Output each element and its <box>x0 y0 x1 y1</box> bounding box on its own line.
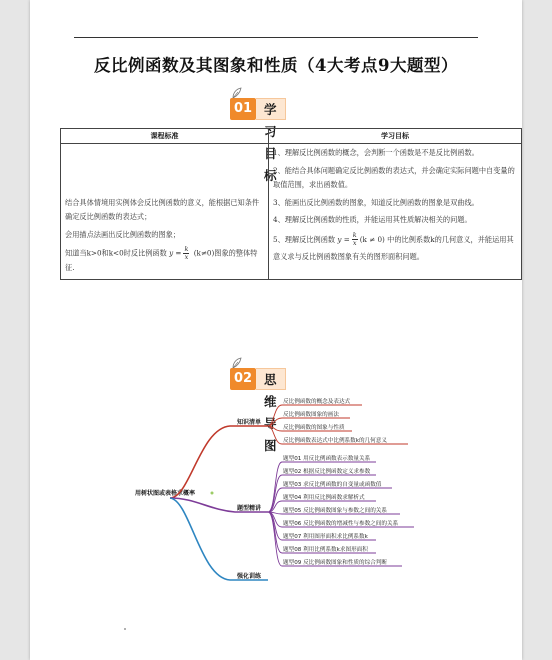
section-label: 学习目标 <box>256 98 286 120</box>
root-dot <box>211 492 214 495</box>
objective-1: 1、理解反比例函数的概念，会判断一个函数是不是反比例函数。 <box>273 148 479 157</box>
question-type-2: 题型02 根据反比例函数定义求参数 <box>283 469 371 475</box>
section-label: 思维导图 <box>256 368 286 390</box>
branch-question-types: 题型精讲 <box>237 505 262 512</box>
knowledge-item-3: 反比例函数的图象与性质 <box>283 425 345 431</box>
standards-cell <box>61 144 269 280</box>
objective-2: 2、能结合具体问题确定反比例函数的表达式，并会确定实际问题中自变量的取值范围，求出函数值。 <box>273 165 515 189</box>
knowledge-item-2: 反比例函数图象的画法 <box>283 412 339 418</box>
branch-knowledge: 知识清单 <box>237 419 262 426</box>
question-type-1: 题型01 用反比例函数表示数量关系 <box>283 456 371 462</box>
question-type-4: 题型04 利用反比例函数求解析式 <box>283 495 365 501</box>
objective-4: 4、理解反比例函数的性质，并能运用其性质解决相关的问题。 <box>273 215 472 224</box>
question-type-3: 题型03 求反比例函数的自变量或函数值 <box>283 482 382 488</box>
question-type-8: 题型08 利用比例系数k求图形面积 <box>283 547 368 553</box>
mindmap-root: 用树状图或表格求概率 <box>135 490 196 497</box>
header-objectives: 学习目标 <box>269 129 522 144</box>
section-number: 01 <box>230 98 256 120</box>
header-standards: 课程标准 <box>61 129 269 144</box>
fraction-k-over-x: $\frac{k}{x}$ <box>184 245 189 261</box>
question-type-9: 题型09 反比例函数图象和性质的综合判断 <box>283 560 387 566</box>
header-rule <box>74 37 478 38</box>
knowledge-item-4: 反比例函数表达式中比例系数k的几何意义 <box>283 438 387 444</box>
question-type-7: 题型07 利用图形面积求比例系数k <box>283 534 368 540</box>
objective-3: 3、能画出反比例函数的图象，知道反比例函数的图象是双曲线。 <box>273 197 479 207</box>
fraction-k-over-x: $\frac{k}{x}$ <box>352 231 357 247</box>
document-page <box>30 0 522 660</box>
standard-2: 会用描点法画出反比例函数的图象； <box>65 230 181 239</box>
section-number: 02 <box>230 368 256 390</box>
question-type-6: 题型06 反比例函数的增减性与参数之间的关系 <box>283 521 399 527</box>
objectives-cell <box>269 144 522 280</box>
footer-dot <box>124 628 126 630</box>
mind-map <box>30 388 522 618</box>
knowledge-item-1: 反比例函数的概念及表达式 <box>283 399 351 405</box>
question-type-5: 题型05 反比例函数图象与参数之间的关系 <box>283 508 387 514</box>
branch-training: 强化训练 <box>237 573 262 580</box>
objective-5: 5、理解反比例函数 y = $\frac{k}{x}$ (k ≠ 0) 中的比例系数k的几何意义，并能运用其意义求与反比例函数图象有关的图形面积问题。 <box>273 231 514 261</box>
document-title: 反比例函数及其图象和性质（4大考点9大题型） <box>94 56 458 75</box>
standard-1: 结合具体情境用实例体会反比例函数的意义，能根据已知条件确定反比例函数的表达式； <box>65 198 260 221</box>
goals-table <box>60 128 522 280</box>
standard-3: 知道当k>0和k<0时反比例函数 y = $\frac{k}{x}$ (k≠0)图象的整体特征. <box>65 245 258 272</box>
